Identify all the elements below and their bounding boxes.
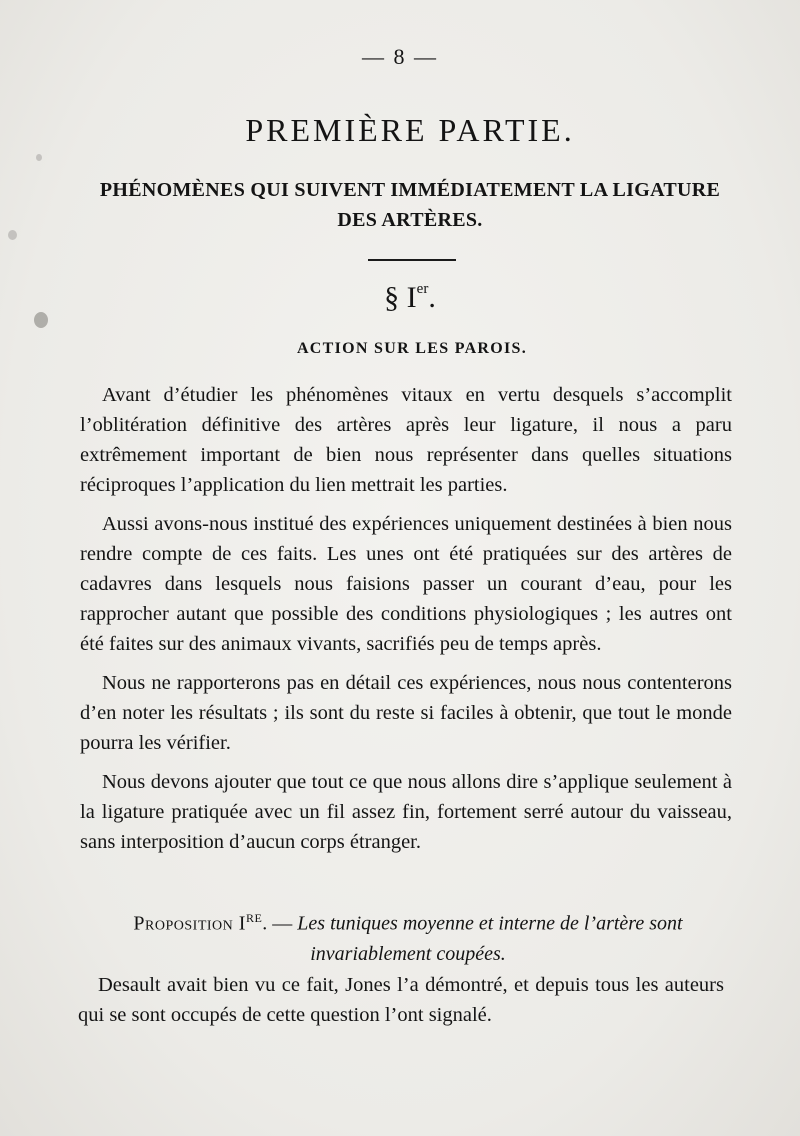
section-number bbox=[0, 281, 800, 315]
paragraph: Nous devons ajouter que tout ce que nous allons dire s’applique seulement à la ligature pratiquée avec un fil assez fin, fortement serré autour du vaisseau, sans interposition d’aucun corps étranger. bbox=[80, 771, 732, 853]
paragraph: Desault avait bien vu ce fait, Jones l’a démontré, et depuis tous les auteurs qui se sont occupés de cette question l’ont signalé. bbox=[78, 974, 724, 1026]
chapter-subtitle bbox=[90, 175, 730, 235]
subtitle-line: PHÉNOMÈNES QUI SUIVENT IMMÉDIATEMENT LA LIGATURE bbox=[99, 179, 721, 201]
section-period: . bbox=[428, 281, 436, 314]
part-title: PREMIÈRE PARTIE. bbox=[245, 112, 575, 148]
page-number: — 8 — bbox=[362, 44, 438, 69]
proposition bbox=[98, 902, 718, 969]
section-superscript: er bbox=[416, 281, 429, 297]
paragraph: Nous ne rapporterons pas en détail ces expériences, nous nous contenterons d’en noter les résultats ; ils sont du reste si faciles à obtenir, que tout le monde pourra les vérifier. bbox=[80, 672, 732, 754]
divider-rule bbox=[368, 259, 456, 261]
proposition-text: Les tuniques moyenne et interne de l’artère sont invariablement coupées. bbox=[297, 912, 683, 965]
proposition-label-superscript: re bbox=[245, 907, 263, 926]
ink-spot bbox=[36, 154, 42, 161]
section-heading: ACTION SUR LES PAROIS. bbox=[296, 340, 528, 357]
ink-spot bbox=[8, 230, 17, 240]
section-mark: § I bbox=[384, 281, 417, 314]
body-text bbox=[80, 380, 732, 866]
proposition-label: Proposition I bbox=[133, 912, 246, 935]
paragraph: Avant d’étudier les phénomènes vitaux en vertu desquels s’accomplit l’oblitération définitive des artères après leur ligature, il nous a paru extrêmement important de bien nous représenter dans quelles situations réciproques l’application du lien mettrait les parties. bbox=[80, 384, 732, 496]
subtitle-line: DES ARTÈRES. bbox=[337, 209, 483, 231]
proposition-separator: . — bbox=[262, 912, 298, 935]
paragraph: Aussi avons-nous institué des expériences uniquement destinées à bien nous rendre compte de ces faits. Les unes ont été pratiquées sur des artères de cadavres dans lesquels nous faisions passer un courant d’eau, pour les rapprocher autant que possible des conditions physiologiques ; les autres ont été faites sur des animaux vivants, sacrifiés peu de temps après. bbox=[80, 513, 732, 655]
